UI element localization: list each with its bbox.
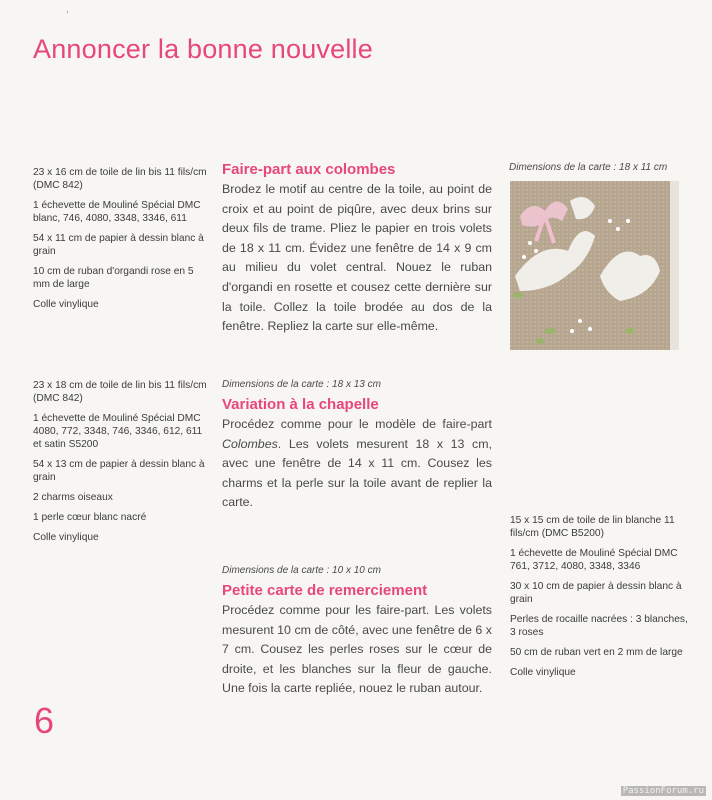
material-item: 54 x 11 cm de papier à dessin blanc à grain bbox=[33, 233, 204, 257]
section-body bbox=[222, 415, 492, 513]
section-title: Petite carte de remerciement bbox=[222, 582, 428, 599]
materials-list-chapelle bbox=[33, 379, 213, 551]
section-body: Brodez le motif au centre de la toile, au point de croix et au point de piqûre, avec deux brins sur deux fils de trame. Pliez le papier en trois volets de 18 x 11 cm. Évidez une fenêtre de 14 x 9 cm au milieu du volet central. Nouez le ruban d'organdi en rosette et cousez cette dernière sur la toile. Collez la toile brodée au dos de la fenêtre. Repliez la carte sur elle-même. bbox=[222, 182, 492, 334]
material-item: 23 x 16 cm de toile de lin bis 11 fils/cm (DMC 842) bbox=[33, 167, 207, 191]
photo-caption: Dimensions de la carte : 18 x 11 cm bbox=[509, 162, 668, 173]
card-dimensions: Dimensions de la carte : 18 x 13 cm bbox=[222, 379, 381, 390]
material-item: Colle vinylique bbox=[33, 532, 99, 543]
section-title: Variation à la chapelle bbox=[222, 396, 379, 413]
material-item: 1 perle cœur blanc nacré bbox=[33, 512, 147, 523]
watermark: PassionForum.ru bbox=[622, 786, 704, 796]
material-item: 1 échevette de Mouliné Spécial DMC 761, 3712, 4080, 3348, 3346 bbox=[510, 548, 678, 572]
material-item: 1 échevette de Mouliné Spécial DMC 4080, 772, 3348, 746, 3346, 612, 611 et satin S5200 bbox=[33, 413, 203, 450]
section-variation-chapelle bbox=[222, 379, 492, 513]
card-dimensions: Dimensions de la carte : 10 x 10 cm bbox=[222, 565, 381, 576]
section-body: Procédez comme pour les faire-part. Les volets mesurent 10 cm de côté, avec une fenêtre de 6 x 7 cm. Cousez les perles roses sur le cœur de droite, et les blanches sur la fleur de gauche. Une fois la carte repliée, nouez le ruban autour. bbox=[222, 603, 492, 696]
material-item: 50 cm de ruban vert en 2 mm de large bbox=[510, 647, 683, 658]
material-item: 10 cm de ruban d'organdi rose en 5 mm de large bbox=[33, 266, 194, 290]
embroidery-image bbox=[510, 181, 679, 350]
corner-mark: , bbox=[66, 4, 69, 14]
material-item: Perles de rocaille nacrées : 3 blanches, 3 roses bbox=[510, 614, 688, 638]
section-title: Faire-part aux colombes bbox=[222, 161, 396, 178]
body-text-part: Procédez comme pour le modèle de faire-part bbox=[222, 417, 492, 431]
material-item: 15 x 15 cm de toile de lin blanche 11 fils/cm (DMC B5200) bbox=[510, 515, 675, 539]
material-item: 23 x 18 cm de toile de lin bis 11 fils/cm (DMC 842) bbox=[33, 380, 207, 404]
page-title: Annoncer la bonne nouvelle bbox=[33, 34, 373, 64]
material-item: Colle vinylique bbox=[33, 299, 99, 310]
material-item: 30 x 10 cm de papier à dessin blanc à grain bbox=[510, 581, 682, 605]
section-petite-carte-remerciement bbox=[222, 565, 492, 699]
body-text-part: . Les volets mesurent 18 x 13 cm, avec une fenêtre de 14 x 11 cm. Cousez les charms et la perle sur la toile avant de replier la carte. bbox=[222, 436, 492, 510]
materials-list-colombes bbox=[33, 166, 213, 318]
body-text-italic: Colombes bbox=[222, 436, 278, 451]
materials-list-remerciement bbox=[510, 514, 690, 686]
material-item: 54 x 13 cm de papier à dessin blanc à grain bbox=[33, 459, 205, 483]
page-number: 6 bbox=[34, 700, 55, 741]
embroidery-photo bbox=[510, 181, 679, 350]
section-faire-part-colombes bbox=[222, 161, 492, 337]
material-item: 2 charms oiseaux bbox=[33, 492, 113, 503]
material-item: 1 échevette de Mouliné Spécial DMC blanc, 746, 4080, 3348, 3346, 611 bbox=[33, 200, 201, 224]
material-item: Colle vinylique bbox=[510, 667, 576, 678]
